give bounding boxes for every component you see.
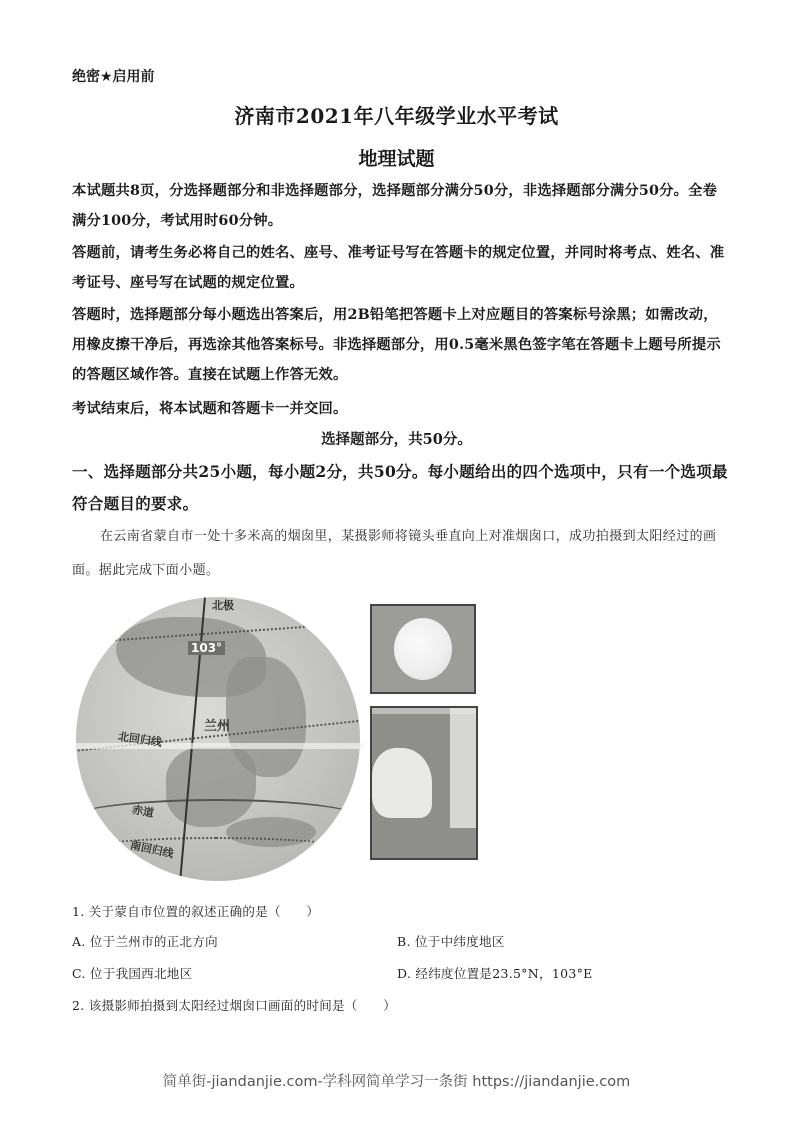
question-stem — [72, 520, 732, 588]
exam-title: 济南市2021年八年级学业水平考试 — [234, 104, 559, 128]
equator-line — [76, 799, 360, 841]
option-a: A. 位于兰州市的正北方向 — [72, 934, 218, 949]
option-b: B. 位于中纬度地区 — [397, 934, 505, 949]
top-edge — [372, 708, 476, 714]
instruction-text: 答题时，选择题部分每小题选出答案后，用2B铅笔把答题卡上对应题目的答案标号涂黑；如需改动，用橡皮擦干净后，再选涂其他答案标号。非选择题部分，用0.5毫米黑色签字笔在答题卡上题号所提示的答题区域作答。直接在试题上作答无效。 — [72, 307, 721, 383]
instruction-text: 答题前，请考生务必将自己的姓名、座号、准考证号写在答题卡的规定位置，并同时将考点、姓名、准考证号、座号写在试题的规定位置。 — [72, 245, 725, 291]
sun-photo — [370, 604, 476, 694]
tropic-cancer-label: 北回归线 — [117, 729, 163, 749]
question-2: 2. 该摄影师拍摄到太阳经过烟囱口画面的时间是（ ） — [72, 998, 397, 1013]
light-strip — [450, 708, 476, 828]
instruction-before — [72, 238, 728, 298]
instruction-text: 本试题共8页，分选择题部分和非选择题部分，选择题部分满分50分，非选择题部分满分50分。全卷满分100分，考试用时60分钟。 — [72, 183, 718, 229]
footer-watermark: 简单街-jiandanjie.com-学科网简单学习一条街 https://jiandanjie.com — [162, 1074, 631, 1090]
north-pole-label: 北极 — [212, 599, 234, 612]
part-heading-text: 一、选择题部分共25小题，每小题2分，共50分。每小题给出的四个选项中，只有一个选项最符合题目的要求。 — [72, 462, 728, 513]
part-heading — [72, 456, 732, 520]
instruction-pages — [72, 176, 728, 236]
tropic-capricorn-line — [76, 837, 360, 869]
question-1: 1. 关于蒙自市位置的叙述正确的是（ ） — [72, 904, 320, 919]
tropic-capricorn-label: 南回归线 — [129, 838, 175, 861]
sunlight-patch — [372, 748, 432, 818]
sun-disk — [394, 618, 452, 680]
option-c: C. 位于我国西北地区 — [72, 966, 193, 981]
globe-figure — [74, 597, 364, 882]
equator-label: 赤道 — [130, 803, 155, 820]
instruction-during — [72, 300, 728, 390]
option-d: D. 经纬度位置是23.5°N，103°E — [397, 966, 593, 981]
stem-text: 在云南省蒙自市一处十多米高的烟囱里，某摄影师将镜头垂直向上对准烟囱口，成功拍摄到太阳经过的画面。据此完成下面小题。 — [72, 529, 717, 578]
exam-subtitle: 地理试题 — [358, 148, 435, 170]
instruction-after — [72, 394, 728, 424]
instruction-text: 考试结束后，将本试题和答题卡一并交回。 — [72, 401, 348, 417]
secret-mark: 绝密★启用前 — [72, 69, 155, 85]
chimney-photo — [370, 706, 478, 860]
lanzhou-label: 兰州 — [204, 719, 231, 734]
longitude-label: 103° — [188, 641, 225, 655]
section-heading: 选择题部分，共50分。 — [321, 431, 472, 448]
